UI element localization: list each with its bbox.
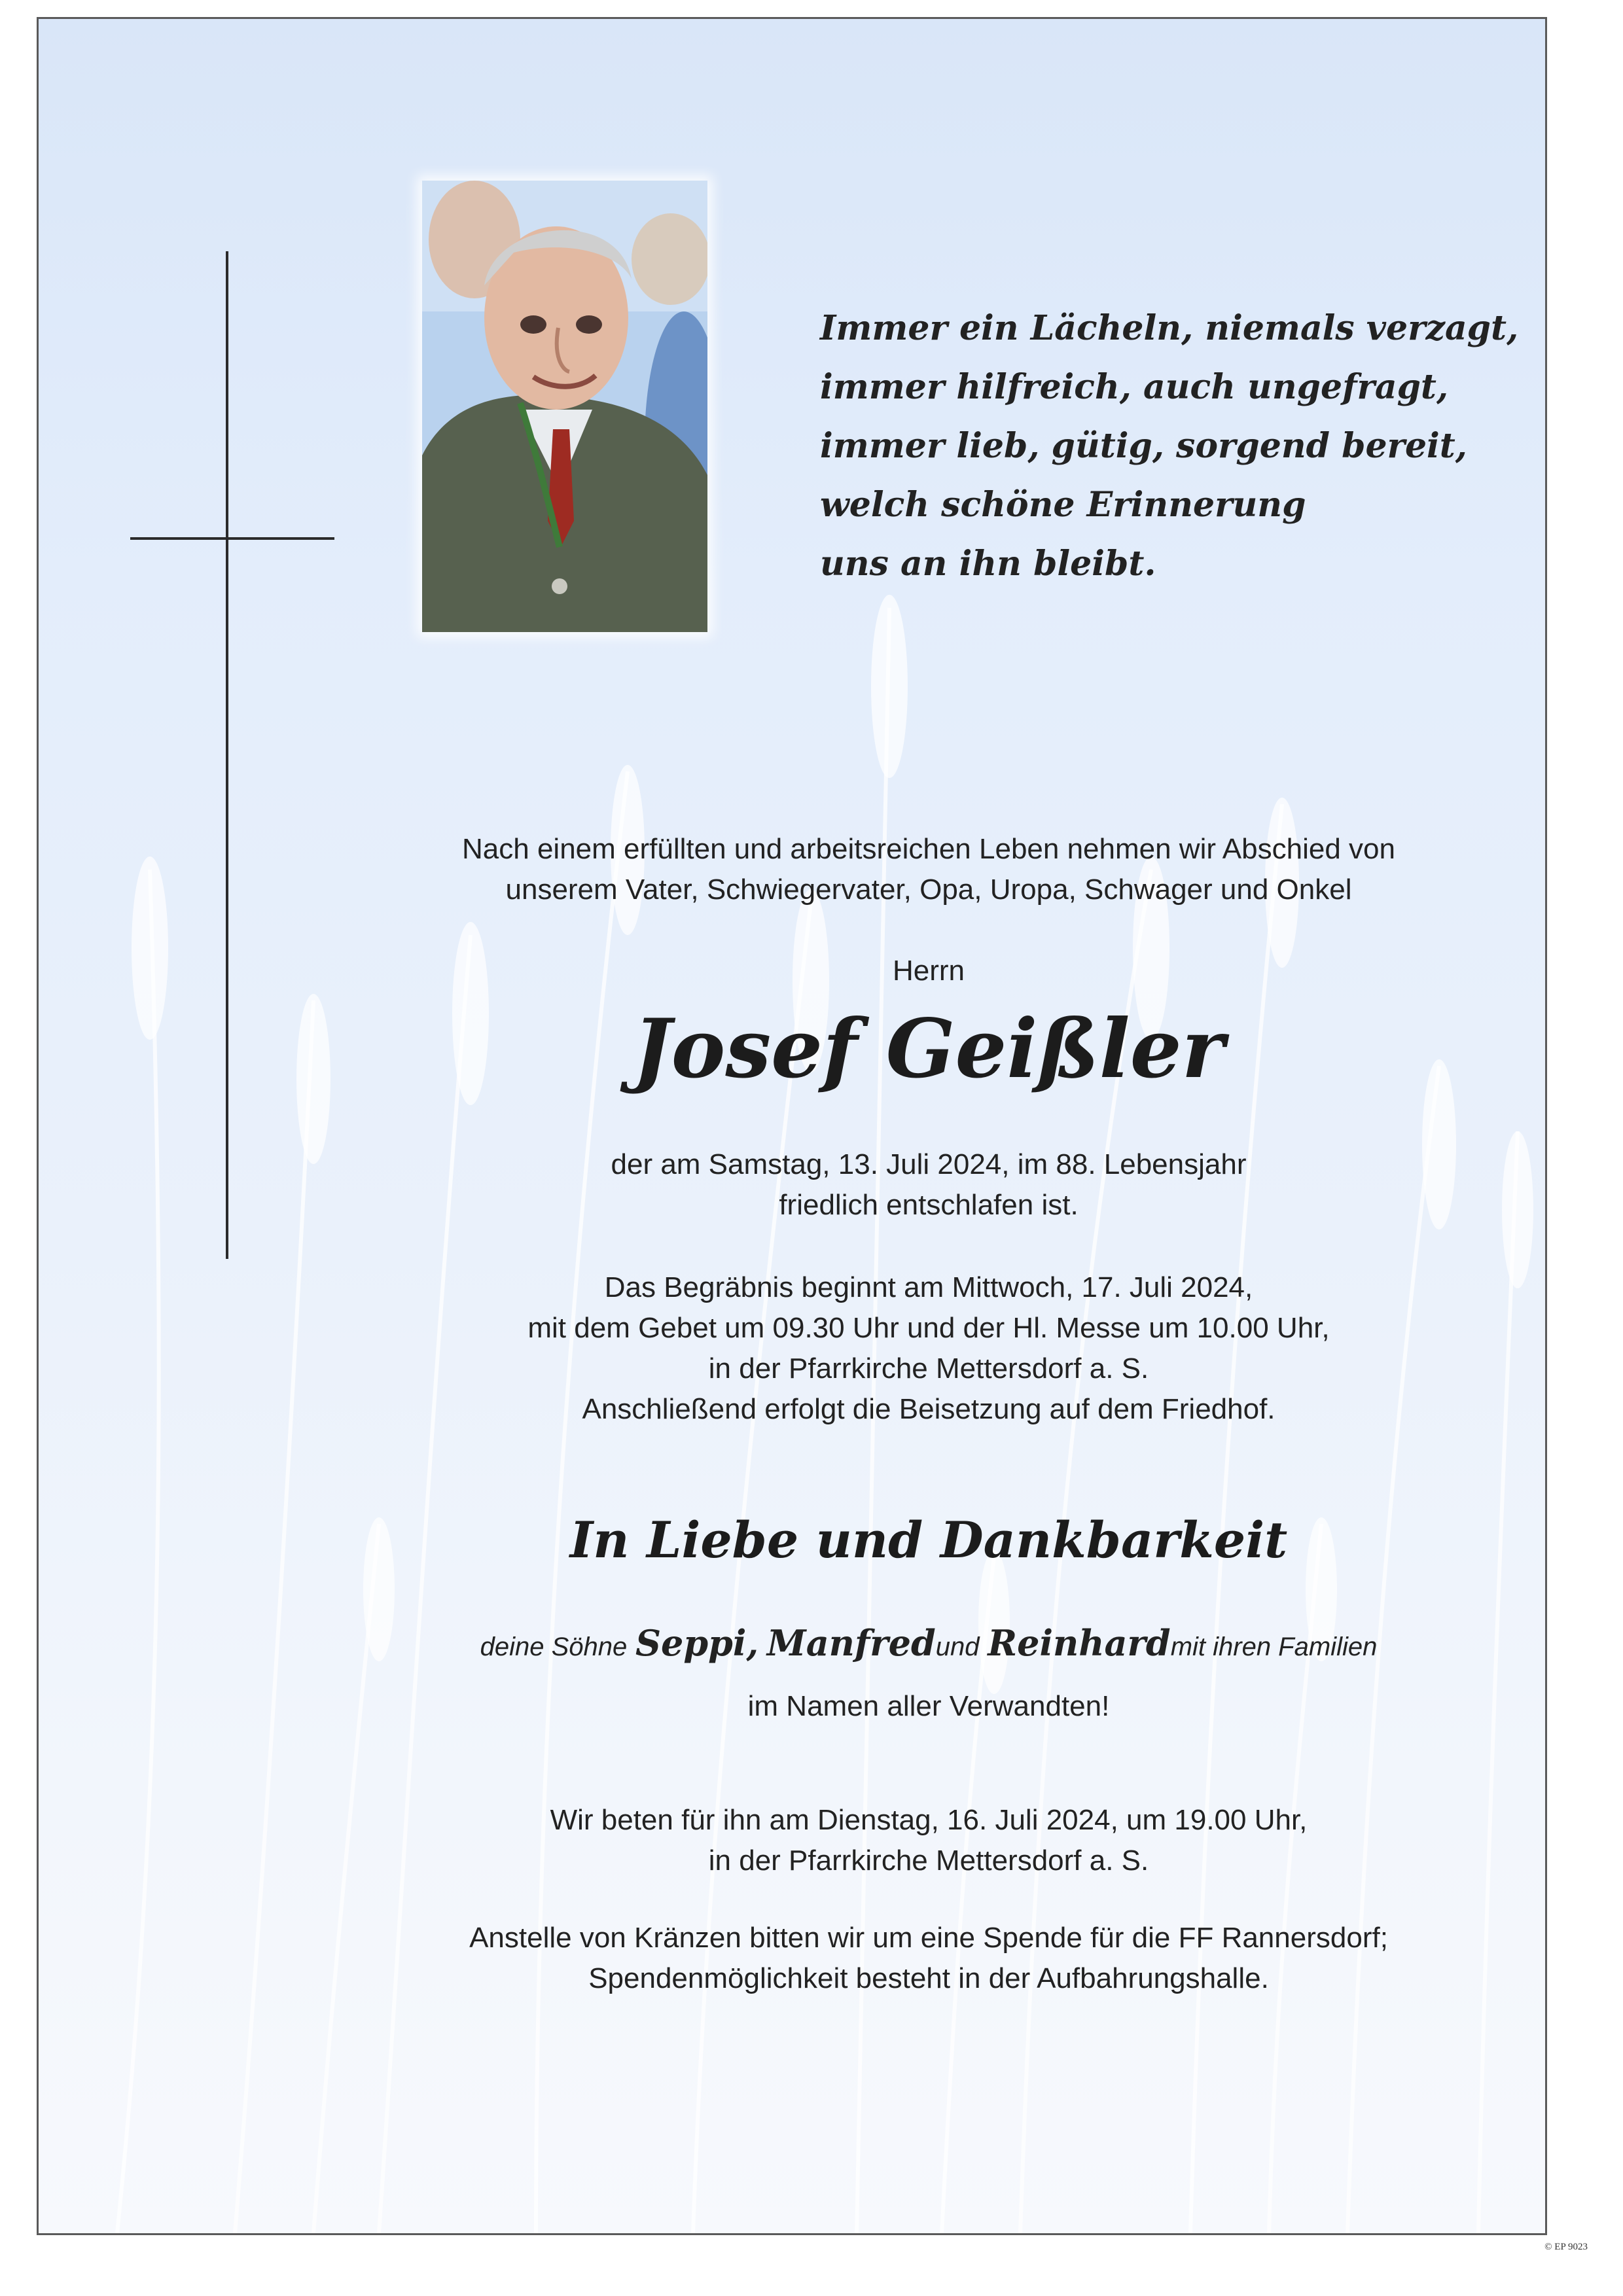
sons-prefix: deine Söhne: [480, 1633, 628, 1661]
poem-line: immer hilfreich, auch ungefragt,: [820, 367, 1449, 407]
donation-line: Anstelle von Kränzen bitten wir um eine Spende für die FF Rannersdorf;: [469, 1922, 1388, 1954]
funeral-line: Anschließend erfolgt die Beisetzung auf dem Friedhof.: [582, 1393, 1275, 1425]
death-line: der am Samstag, 13. Juli 2024, im 88. Lebensjahr: [611, 1148, 1247, 1180]
son-name: Seppi,: [635, 1622, 759, 1664]
prayer-line: Wir beten für ihn am Dienstag, 16. Juli 2024, um 19.00 Uhr,: [550, 1804, 1308, 1836]
salutation: Herrn: [892, 955, 965, 987]
funeral-line: in der Pfarrkirche Mettersdorf a. S.: [708, 1352, 1149, 1385]
deceased-name: Josef Geißler: [632, 1002, 1225, 1097]
funeral-line: Das Begräbnis beginnt am Mittwoch, 17. Juli 2024,: [604, 1271, 1253, 1303]
copyright-notice: © EP 9023: [1544, 2242, 1588, 2252]
funeral-details: [300, 1267, 1547, 1430]
donation-request: [300, 1918, 1547, 1999]
funeral-line: mit dem Gebet um 09.30 Uhr und der Hl. Messe um 10.00 Uhr,: [527, 1312, 1330, 1344]
memorial-poem: [820, 299, 1540, 593]
donation-line: Spendenmöglichkeit besteht in der Aufbahrungshalle.: [588, 1962, 1269, 1994]
prayer-details: [300, 1800, 1547, 1881]
mourners-heading: In Liebe und Dankbarkeit: [569, 1511, 1288, 1569]
poem-line: welch schöne Erinnerung: [820, 485, 1306, 525]
intro-line: unserem Vater, Schwiegervater, Opa, Uropa, Schwager und Onkel: [505, 874, 1352, 906]
poem-line: uns an ihn bleibt.: [820, 544, 1156, 584]
relatives-line: im Namen aller Verwandten!: [747, 1690, 1110, 1722]
sons-suffix: mit ihren Familien: [1170, 1633, 1378, 1661]
cross-horizontal-bar: [130, 537, 334, 540]
intro-line: Nach einem erfüllten und arbeitsreichen Leben nehmen wir Abschied von: [462, 833, 1395, 865]
obituary-card: [37, 17, 1547, 2235]
poem-line: immer lieb, gütig, sorgend bereit,: [820, 426, 1467, 466]
mourners-line: [300, 1610, 1547, 1680]
son-name: Reinhard: [988, 1622, 1171, 1664]
sons-conjunction: und: [935, 1633, 980, 1661]
farewell-intro: [300, 829, 1547, 910]
son-name: Manfred: [766, 1622, 936, 1664]
portrait-photo: [422, 181, 707, 632]
death-line: friedlich entschlafen ist.: [779, 1189, 1079, 1221]
poem-line: Immer ein Lächeln, niemals verzagt,: [820, 308, 1519, 348]
death-notice: [300, 1144, 1547, 1226]
prayer-line: in der Pfarrkirche Mettersdorf a. S.: [708, 1845, 1149, 1877]
cross-vertical-bar: [226, 251, 228, 1259]
